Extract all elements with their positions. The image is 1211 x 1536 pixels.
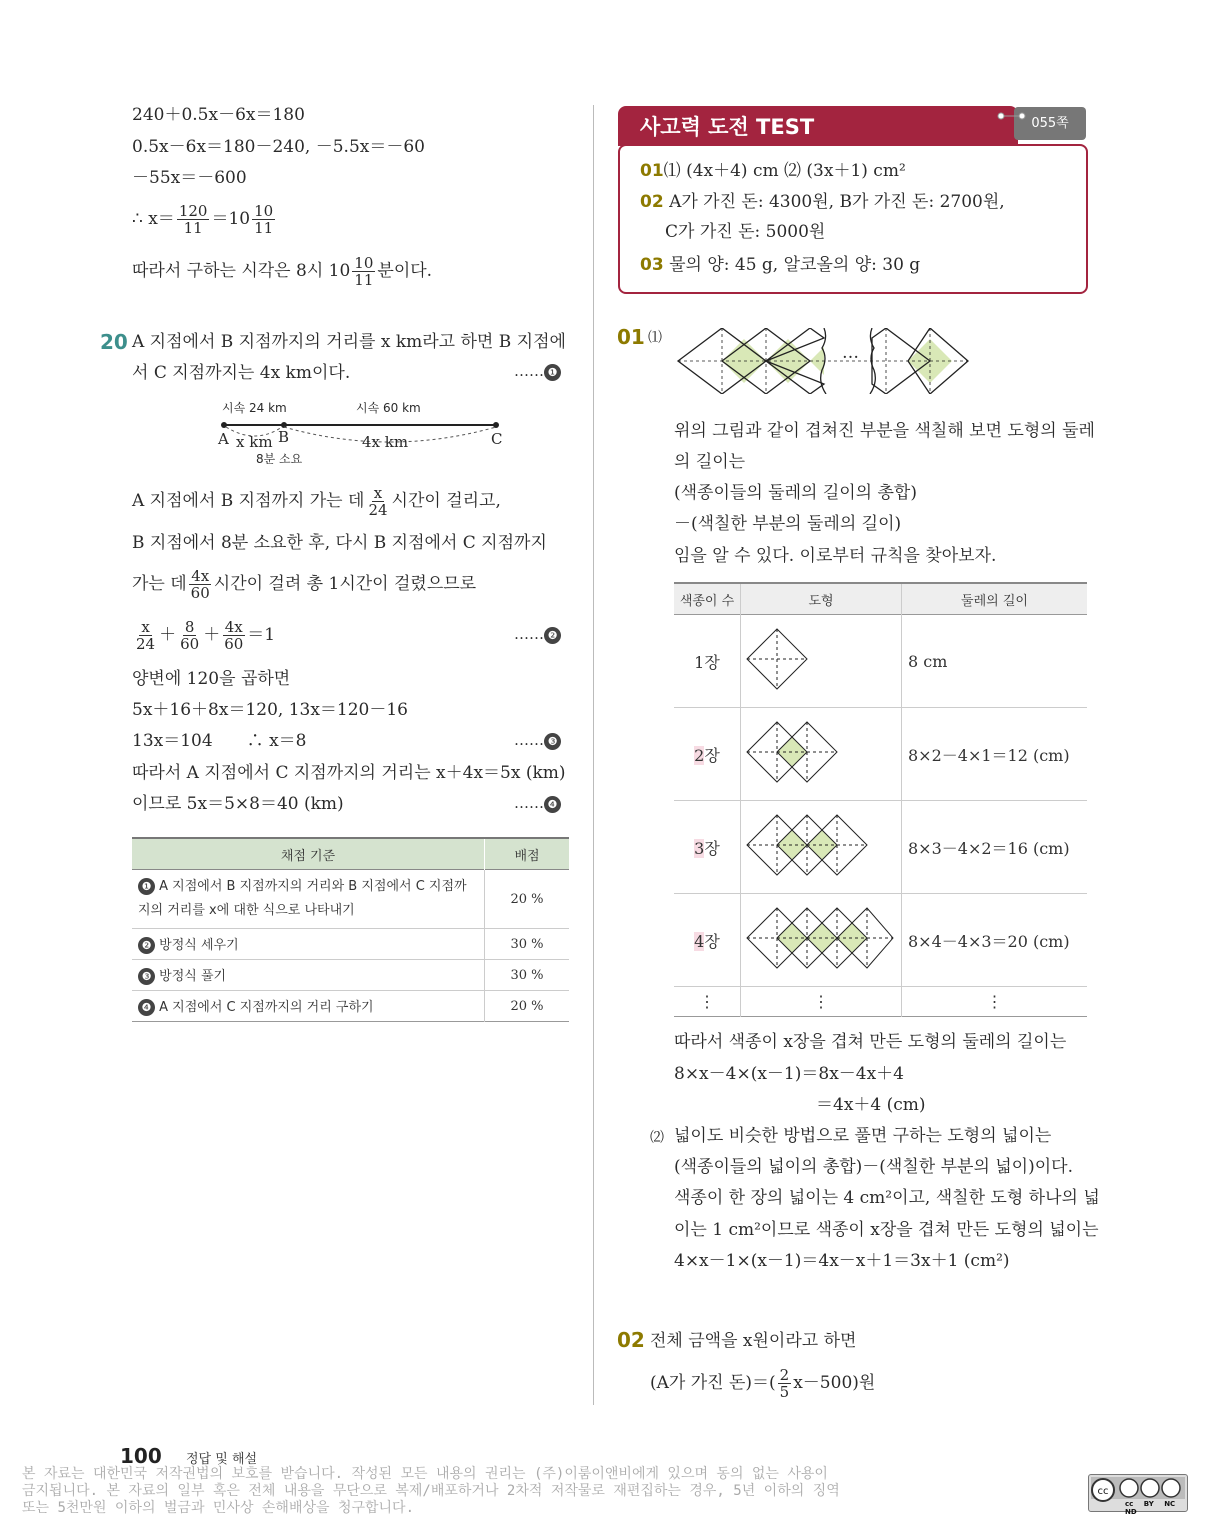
speed-label: 시속 60 km bbox=[356, 401, 421, 415]
grading-header: 채점 기준 bbox=[132, 838, 485, 870]
point-label: C bbox=[491, 430, 503, 448]
equation-line: 8×x－4×(x－1)＝8x－4x＋4 bbox=[674, 1064, 904, 1084]
answer-line: C가 가진 돈: 5000원 bbox=[665, 222, 826, 242]
answer-time: 따라서 구하는 시각은 8시 10 $\frac{10}{11}$ 분이다. bbox=[132, 254, 433, 289]
answer-line: 03 물의 양: 45 g, 알코올의 양: 30 g bbox=[640, 255, 921, 275]
step-marker: …… ❹ bbox=[514, 794, 561, 813]
table-row: ❹ A 지점에서 C 지점까지의 거리 구하기 20 % bbox=[132, 991, 569, 1022]
text-line: 위의 그림과 같이 겹쳐진 부분을 색칠해 보면 도형의 둘레 bbox=[674, 421, 1095, 441]
text-line: 색종이 한 장의 넓이는 4 cm²이고, 색칠한 도형 하나의 넓 bbox=[674, 1188, 1100, 1208]
distance-label: x km bbox=[236, 433, 273, 451]
page-ref-tab: 055쪽 bbox=[1014, 107, 1086, 140]
sub-question-label: ⑵ bbox=[650, 1130, 664, 1146]
grading-table bbox=[132, 837, 569, 1022]
table-row: 4장 8×4－4×3＝20 (cm) bbox=[674, 894, 1087, 987]
two-squares-figure bbox=[745, 719, 895, 785]
point-label: B bbox=[278, 428, 290, 446]
text-line: A 지점에서 B 지점까지 가는 데 $\frac{x}{24}$ 시간이 걸리고, bbox=[132, 484, 501, 519]
equation-line: 4×x－1×(x－1)＝4x－x＋1＝3x＋1 (cm²) bbox=[674, 1251, 1010, 1271]
text-line: 양변에 120을 곱하면 bbox=[132, 669, 291, 689]
text-line: 따라서 색종이 x장을 겹쳐 만든 도형의 둘레의 길이는 bbox=[674, 1032, 1067, 1052]
page-number: 100 bbox=[120, 1444, 162, 1468]
answer-line: 01⑴ (4x＋4) cm ⑵ (3x＋1) cm² bbox=[640, 161, 906, 181]
table-row: ⋮ ⋮ ⋮ bbox=[674, 987, 1087, 1017]
text-line: (색종이들의 둘레의 길이의 총합) bbox=[674, 483, 917, 503]
text-line: 전체 금액을 x원이라고 하면 bbox=[650, 1331, 857, 1351]
equation-line: －55x＝－600 bbox=[132, 168, 247, 188]
clip-icon bbox=[996, 108, 1026, 124]
pattern-table bbox=[674, 582, 1087, 1017]
step-marker: …… ❷ bbox=[514, 625, 561, 644]
table-row: 3장 8×3－4×2＝16 (cm) bbox=[674, 801, 1087, 894]
question-number: 01 bbox=[617, 325, 645, 349]
text-line: 넓이도 비슷한 방법으로 풀면 구하는 도형의 넓이는 bbox=[674, 1126, 1052, 1146]
text-line: B 지점에서 8분 소요한 후, 다시 B 지점에서 C 지점까지 bbox=[132, 533, 547, 553]
three-squares-figure bbox=[745, 812, 895, 878]
ellipsis: … bbox=[842, 343, 859, 363]
section-label: 정답 및 해설 bbox=[186, 1452, 258, 1467]
equation-line: 5x＋16＋8x＝120, 13x＝120－16 bbox=[132, 700, 408, 720]
equation-line: $\frac{x}{24}$ ＋ $\frac{8}{60}$ ＋ $\frac{4x}{60}$ ＝1 bbox=[136, 618, 276, 653]
text-line: A 지점에서 B 지점까지의 거리를 x km라고 하면 B 지점에 bbox=[132, 332, 566, 352]
text-line: －(색칠한 부분의 둘레의 길이) bbox=[674, 514, 902, 534]
question-number: 20 bbox=[100, 330, 128, 354]
equation-line: 13x＝104 ∴ x＝8 bbox=[132, 731, 307, 751]
text-line: 이므로 5x＝5×8＝40 (km) bbox=[132, 794, 344, 814]
answer-line: 02 A가 가진 돈: 4300원, B가 가진 돈: 2700원, bbox=[640, 192, 1005, 212]
one-square-figure bbox=[745, 626, 895, 692]
table-header: 색종이 수 bbox=[674, 583, 741, 615]
text-line: 이는 1 cm²이므로 색종이 x장을 겹쳐 만든 도형의 넓이는 bbox=[674, 1220, 1099, 1240]
equation-line: 240＋0.5x－6x＝180 bbox=[132, 105, 305, 125]
grading-header: 배점 bbox=[514, 848, 540, 864]
table-row: 1장 8 cm bbox=[674, 615, 1087, 708]
column-divider bbox=[593, 105, 594, 1405]
svg-text:cc: cc bbox=[1097, 1486, 1109, 1497]
text-line: 따라서 A 지점에서 C 지점까지의 거리는 x＋4x＝5x (km) bbox=[132, 763, 566, 783]
box-title: 사고력 도전 TEST bbox=[618, 106, 1018, 146]
table-row: ❸ 방정식 풀기 30 % bbox=[132, 960, 569, 991]
cc-license-badge bbox=[1088, 1474, 1188, 1516]
table-row: ❶ A 지점에서 B 지점까지의 거리와 B 지점에서 C 지점까지의 거리를 x에 대한 식으로 나타내기 20 % bbox=[132, 870, 569, 929]
wait-label: 8분 소요 bbox=[256, 452, 303, 466]
equation-line: 0.5x－6x＝180－240, －5.5x＝－60 bbox=[132, 137, 425, 157]
four-squares-figure bbox=[745, 905, 895, 971]
overlap-figure bbox=[672, 328, 972, 394]
text-line: 임을 알 수 있다. 이로부터 규칙을 찾아보자. bbox=[674, 546, 997, 566]
question-number: 02 bbox=[617, 1328, 645, 1352]
table-row: 2장 8×2－4×1＝12 (cm) bbox=[674, 708, 1087, 801]
text-line: 의 길이는 bbox=[674, 452, 746, 472]
speed-label: 시속 24 km bbox=[222, 401, 287, 415]
table-row: ❷ 방정식 세우기 30 % bbox=[132, 929, 569, 960]
point-label: A bbox=[218, 430, 229, 448]
distance-label: 4x km bbox=[362, 433, 409, 451]
text-line: 가는 데 $\frac{4x}{60}$ 시간이 걸려 총 1시간이 걸렸으므로 bbox=[132, 567, 477, 602]
equation-line: ∴ x＝ $\frac{120}{11}$ ＝10 $\frac{10}{11}$ bbox=[132, 202, 274, 237]
table-header: 도형 bbox=[741, 583, 902, 615]
equation-line: ＝4x＋4 (cm) bbox=[816, 1095, 926, 1115]
text-line: (색종이들의 넓이의 총합)－(색칠한 부분의 넓이)이다. bbox=[674, 1157, 1073, 1177]
copyright-notice: 본 자료는 대한민국 저작권법의 보호를 받습니다. 작성된 모든 내용의 권리는 (주)이룸이앤비에게 있으며 동의 없는 사용이 금지됩니다. 본 자료의 일부 혹은 전체 내용을 무단으로 복제/배포하거나 2차적 저작물로 재편집하는 경우, 5년 이하의 징역 또는 5천만원 이하의 벌금과 민사상 손해배상을 청구합니다. bbox=[22, 1466, 840, 1516]
equation-line: (A가 가진 돈)＝( $\frac{2}{5}$ x－500)원 bbox=[650, 1366, 876, 1401]
step-marker: …… ❸ bbox=[514, 731, 561, 750]
step-marker: …… ❶ bbox=[514, 362, 561, 381]
sub-question-label: ⑴ bbox=[648, 330, 662, 346]
license-label: cc BY NC ND bbox=[1125, 1500, 1176, 1516]
text-line: 서 C 지점까지는 4x km이다. bbox=[132, 363, 351, 383]
table-header: 둘레의 길이 bbox=[961, 593, 1028, 609]
